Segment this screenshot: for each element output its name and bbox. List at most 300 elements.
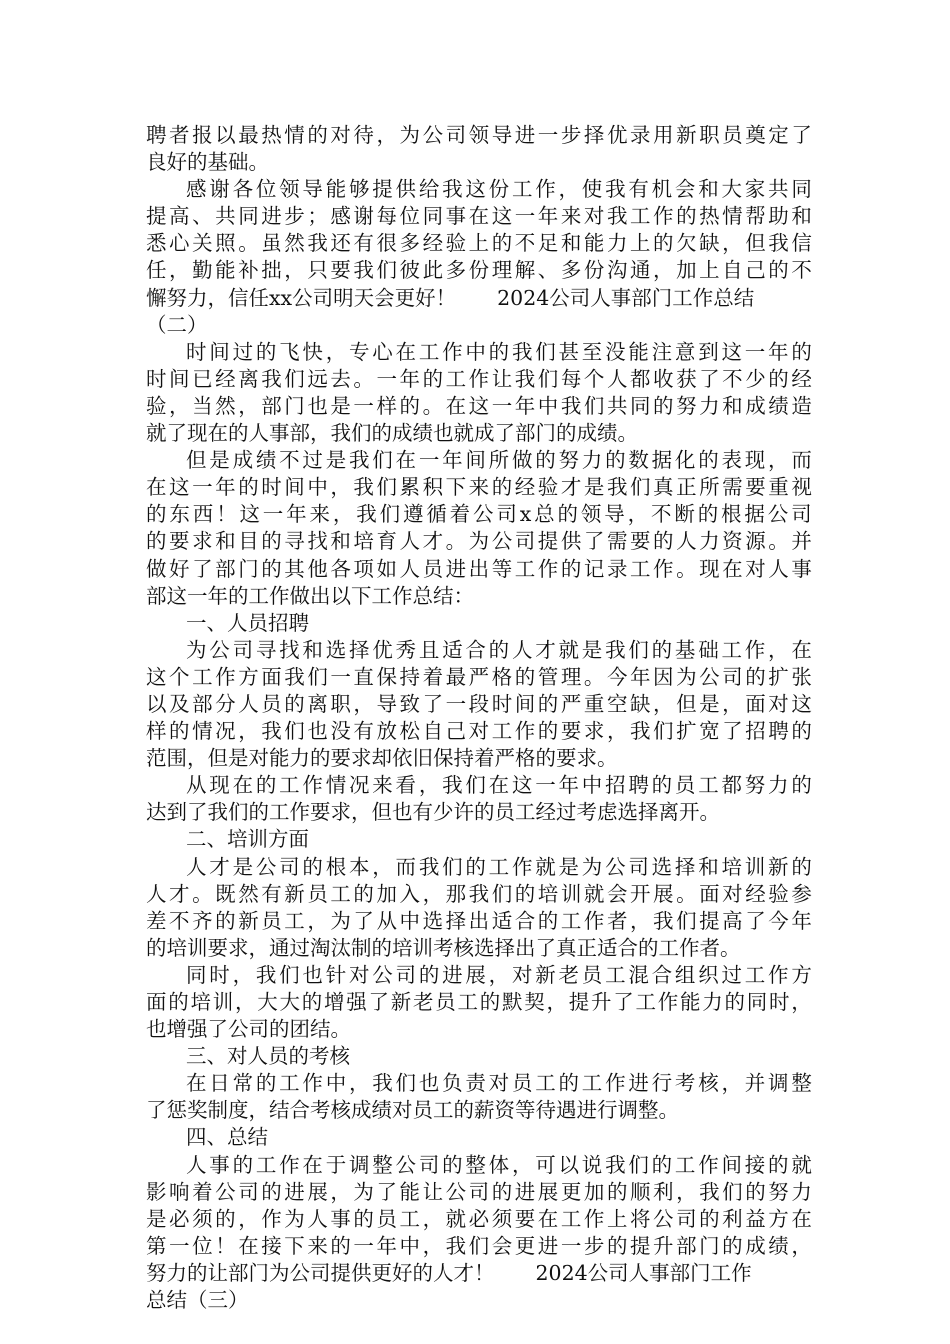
text-char: 各 <box>330 556 351 581</box>
text-char: 一 <box>262 502 284 527</box>
text-char: 训 <box>212 990 234 1014</box>
text-char: 导 <box>604 502 625 527</box>
text-char: 了 <box>368 990 389 1014</box>
text-char: 的 <box>491 231 513 256</box>
text-char: 一 <box>535 773 556 798</box>
text-char: 公 <box>605 854 626 879</box>
text-char: 了 <box>613 990 634 1014</box>
text-char: 参 <box>791 881 812 906</box>
text-char: 下 <box>445 475 467 500</box>
text-char: 作 <box>514 719 536 744</box>
text-char: 年 <box>791 908 812 933</box>
text-char: 训 <box>560 881 582 906</box>
text-char: 聘 <box>146 123 167 147</box>
text-char: 让 <box>491 366 513 391</box>
text-char: 拙 <box>261 258 282 283</box>
text-char: 为 <box>468 529 490 554</box>
text-char: 我 <box>606 475 628 500</box>
text-char: 对 <box>348 962 370 987</box>
text-char: 获 <box>676 366 697 391</box>
text-char: 够 <box>348 177 370 202</box>
text-char: 合 <box>465 637 486 662</box>
section-heading: 二、培训方面 <box>186 827 309 852</box>
text-char: 择 <box>583 123 605 147</box>
text-char: 人 <box>399 556 421 581</box>
text-char: 给 <box>418 177 440 202</box>
text-char: 的 <box>261 529 282 554</box>
text-char: 负 <box>442 1071 463 1096</box>
text-char: 提 <box>699 908 720 933</box>
text-char: 理 <box>491 258 513 283</box>
text-char: 的 <box>535 448 556 473</box>
text-char: 老 <box>558 962 579 987</box>
text-char: 中 <box>537 393 559 418</box>
text-char: 有 <box>261 881 282 906</box>
text-char: 照 <box>215 231 236 256</box>
text-line <box>146 854 812 881</box>
text-char: ， <box>791 990 812 1014</box>
text-char: 不 <box>279 448 300 473</box>
text-char: 我 <box>560 393 582 418</box>
text-char: 找 <box>279 637 300 662</box>
text-char: 管 <box>537 664 559 689</box>
text-char: 的 <box>238 475 259 500</box>
text-char: 多 <box>560 258 582 283</box>
text-char: 一 <box>353 1233 374 1258</box>
text-char: 不 <box>791 258 812 283</box>
text-char: 保 <box>376 664 397 689</box>
text-char: ， <box>653 691 674 716</box>
text-char: x <box>519 502 532 527</box>
text-char: 在 <box>488 773 510 798</box>
text-char: 的 <box>330 1233 351 1258</box>
text-char: 的 <box>791 339 812 364</box>
text-line <box>146 474 812 501</box>
text-char: 要 <box>745 475 766 500</box>
text-char: 间 <box>465 448 486 473</box>
text-char: 重 <box>583 691 605 716</box>
text-line <box>146 203 812 230</box>
text-char: 在 <box>791 637 812 662</box>
text-char: 司 <box>418 1152 440 1177</box>
text-char: 时 <box>209 962 230 987</box>
text-char: 的 <box>465 854 486 879</box>
text-char: 力 <box>699 529 720 554</box>
text-char: 为 <box>581 854 603 879</box>
text-char: 作 <box>768 962 789 987</box>
text-char: 持 <box>399 664 421 689</box>
text-char: ， <box>653 258 674 283</box>
text-char: 的 <box>146 529 167 554</box>
text-char: 面 <box>261 664 282 689</box>
text-char: 快 <box>302 339 323 364</box>
text-char: 我 <box>605 637 626 662</box>
text-char: 资 <box>722 529 743 554</box>
text-char: 公 <box>395 1152 417 1177</box>
text-char: 培 <box>190 990 211 1014</box>
text-line <box>146 691 812 718</box>
text-char: 据 <box>744 502 765 527</box>
text-char: ， <box>722 231 743 256</box>
text-char: 展 <box>537 1179 559 1204</box>
text-line <box>146 1233 812 1260</box>
text-char: 的 <box>768 1152 789 1177</box>
text-char: 人 <box>768 556 789 581</box>
text-char: 没 <box>330 719 351 744</box>
text-char: 的 <box>255 1071 277 1096</box>
text-char: 下 <box>284 1233 305 1258</box>
text-char: 需 <box>722 475 743 500</box>
text-char: 我 <box>445 1233 467 1258</box>
text-char: 没 <box>605 339 626 364</box>
text-char: 重 <box>768 475 789 500</box>
text-char: 直 <box>353 664 374 689</box>
text-char: 通 <box>629 258 651 283</box>
text-char: 看 <box>395 773 417 798</box>
text-char: 的 <box>232 1152 254 1177</box>
text-char: 们 <box>535 339 556 364</box>
text-char: 只 <box>307 258 328 283</box>
text-char: 事 <box>791 556 812 581</box>
text-char: 的 <box>560 556 582 581</box>
text-char: 。 <box>676 556 697 581</box>
text-char: 力 <box>606 231 628 256</box>
text-char: 年 <box>376 1233 397 1258</box>
text-char: 一 <box>330 664 351 689</box>
text-char: 工 <box>629 556 651 581</box>
text-char: 情 <box>722 204 743 229</box>
text-char: 况 <box>215 719 236 744</box>
text-line: 的培训要求，通过淘汰制的培训考核选择出了真正适合的工作者。 <box>146 935 741 960</box>
text-char: 在 <box>791 1206 812 1231</box>
text-char: 中 <box>399 908 421 933</box>
text-line: 努力的让部门为公司提供更好的人才！ 2024公司人事部门工作 <box>146 1260 752 1285</box>
text-char: 求 <box>583 719 605 744</box>
text-char: 核 <box>698 1071 719 1096</box>
text-char: 而 <box>791 448 812 473</box>
text-char: 格 <box>491 664 513 689</box>
text-char: 此 <box>422 258 444 283</box>
text-line <box>146 1206 812 1233</box>
text-char: 绩 <box>768 1233 789 1258</box>
text-char: ， <box>488 962 510 987</box>
text-char: 作 <box>653 204 674 229</box>
text-char: 招 <box>605 773 626 798</box>
text-char: 经 <box>215 366 236 391</box>
text-char: 。 <box>353 366 374 391</box>
text-char: 的 <box>491 1179 513 1204</box>
text-char: 司 <box>232 637 254 662</box>
text-char: 高 <box>169 204 190 229</box>
text-char: 现 <box>209 773 230 798</box>
text-char: ， <box>353 691 374 716</box>
text-char: 部 <box>192 691 213 716</box>
text-char: 真 <box>653 475 674 500</box>
text-char: 司 <box>445 123 467 147</box>
text-char: 对 <box>468 719 490 744</box>
text-char: 司 <box>238 1179 259 1204</box>
text-char: ， <box>238 393 259 418</box>
text-char: 我 <box>442 773 463 798</box>
text-char: 进 <box>261 204 282 229</box>
text-char: 合 <box>514 908 536 933</box>
text-char: 间 <box>284 475 305 500</box>
text-char: 我 <box>261 719 282 744</box>
text-char: 以 <box>558 1152 579 1177</box>
text-char: 这 <box>146 664 167 689</box>
text-char: 力 <box>699 393 720 418</box>
text-char: 解 <box>514 258 536 283</box>
text-char: 的 <box>606 1233 628 1258</box>
text-char: 视 <box>791 475 812 500</box>
text-char: 上 <box>629 231 651 256</box>
text-char: 优 <box>372 637 393 662</box>
text-line: 了惩奖制度，结合考核成绩对员工的薪资等待遇进行调整。 <box>146 1098 679 1123</box>
text-char: 使 <box>581 177 603 202</box>
text-char: 和 <box>698 854 719 879</box>
text-char: 都 <box>629 366 651 391</box>
text-line: 懈努力，信任xx公司明天会更好！ 2024公司人事部门工作总结 <box>146 285 755 310</box>
text-char: 齐 <box>192 908 213 933</box>
text-char: 门 <box>284 393 305 418</box>
text-char: 对 <box>745 556 766 581</box>
text-char: 的 <box>399 393 421 418</box>
text-char: 利 <box>653 1179 674 1204</box>
text-char: 在 <box>146 475 167 500</box>
text-char: 和 <box>791 204 812 229</box>
text-char: 用 <box>653 123 674 147</box>
text-char: 份 <box>583 258 605 283</box>
text-char: 择 <box>445 908 467 933</box>
text-char: 的 <box>791 719 812 744</box>
text-char: 收 <box>653 366 674 391</box>
text-char: 个 <box>583 366 605 391</box>
text-char: 人 <box>186 854 207 879</box>
text-char: 的 <box>651 773 673 798</box>
text-char: 择 <box>348 637 370 662</box>
text-char: 放 <box>376 719 397 744</box>
text-char: 验 <box>146 393 167 418</box>
text-char: 年 <box>215 475 236 500</box>
text-char: 间 <box>169 366 190 391</box>
text-char: 我 <box>284 664 305 689</box>
text-char: 需 <box>606 529 628 554</box>
text-char: 的 <box>651 1152 673 1177</box>
text-char: 我 <box>418 854 440 879</box>
text-char: 来 <box>307 1233 328 1258</box>
text-char: 加 <box>376 881 397 906</box>
text-char: 我 <box>307 231 328 256</box>
text-char: 的 <box>605 448 626 473</box>
text-line: 就了现在的人事部，我们的成绩也就成了部门的成绩。 <box>146 421 638 446</box>
text-char: 奠 <box>745 123 766 147</box>
text-line <box>146 230 812 257</box>
text-char: 也 <box>307 393 328 418</box>
text-char: 位 <box>255 177 277 202</box>
text-char: 张 <box>791 664 812 689</box>
text-char: 工 <box>744 962 766 987</box>
text-char: 们 <box>442 854 463 879</box>
text-char: 要 <box>560 719 582 744</box>
text-char: 数 <box>628 448 649 473</box>
text-char: 才 <box>535 637 556 662</box>
text-char: 进 <box>514 123 536 147</box>
text-char: 作 <box>698 1152 719 1177</box>
text-char: 新 <box>390 990 412 1014</box>
text-char: ， <box>422 1233 444 1258</box>
text-char: 并 <box>744 1071 766 1096</box>
text-char: 的 <box>307 123 328 147</box>
text-char: 年 <box>399 366 421 391</box>
text-char: 公 <box>209 637 230 662</box>
text-char: ， <box>238 1206 259 1231</box>
text-char: 者 <box>169 123 190 147</box>
text-char: 、 <box>192 204 213 229</box>
text-char: 作 <box>653 556 674 581</box>
text-char: 要 <box>514 1206 536 1231</box>
text-line <box>146 176 812 203</box>
text-char: 位 <box>399 204 421 229</box>
text-char: 的 <box>488 339 510 364</box>
text-char: 司 <box>676 1206 697 1231</box>
text-char: 顺 <box>629 1179 651 1204</box>
text-char: 、 <box>537 258 559 283</box>
text-char: 影 <box>146 1179 167 1204</box>
text-char: 步 <box>560 123 582 147</box>
text-line <box>146 637 812 664</box>
text-char: ， <box>376 123 397 147</box>
text-char: 让 <box>422 1179 444 1204</box>
text-char: 员 <box>376 1206 397 1231</box>
text-char: 员 <box>422 556 444 581</box>
text-char: 公 <box>653 1206 674 1231</box>
text-char: 工 <box>629 204 651 229</box>
text-char: 部 <box>261 393 282 418</box>
text-char: 我 <box>511 339 533 364</box>
text-char: 我 <box>653 908 674 933</box>
text-char: 我 <box>629 719 651 744</box>
text-char: 多 <box>399 231 421 256</box>
text-char: 及 <box>169 691 190 716</box>
text-char: 们 <box>395 1071 417 1096</box>
text-char: 们 <box>372 448 393 473</box>
text-char: 聘 <box>628 773 649 798</box>
text-char: 们 <box>491 881 513 906</box>
text-char: 同 <box>791 177 812 202</box>
text-char: 的 <box>558 1071 579 1096</box>
text-char: 有 <box>628 177 649 202</box>
text-char: 进 <box>628 1071 649 1096</box>
text-char: 的 <box>697 502 719 527</box>
text-char: ， <box>558 177 579 202</box>
text-char: 们 <box>307 664 328 689</box>
text-char: ， <box>284 258 305 283</box>
text-char: ， <box>768 448 789 473</box>
section-heading: 一、人员招聘 <box>186 610 309 635</box>
text-line <box>146 881 812 908</box>
text-char: 加 <box>676 258 697 283</box>
text-char: 位 <box>192 1233 213 1258</box>
text-char: 们 <box>279 962 300 987</box>
text-char: 作 <box>657 990 679 1014</box>
text-char: 说 <box>581 1152 603 1177</box>
text-char: 出 <box>468 908 490 933</box>
text-char: 们 <box>284 366 305 391</box>
text-char: 者 <box>606 908 628 933</box>
text-char: 调 <box>768 1071 789 1096</box>
text-char: 面 <box>699 881 720 906</box>
text-char: 去 <box>330 366 351 391</box>
text-char: 自 <box>422 719 444 744</box>
text-char: 东 <box>169 502 190 527</box>
text-char: 大 <box>721 177 742 202</box>
text-char: 为 <box>284 1206 305 1231</box>
text-char: 们 <box>284 719 305 744</box>
text-char: 导 <box>302 177 323 202</box>
text-char: ， <box>627 502 649 527</box>
text-line <box>146 528 812 555</box>
text-char: 目 <box>238 529 259 554</box>
text-char: 司 <box>496 502 517 527</box>
text-char: 职 <box>330 691 351 716</box>
text-char: 步 <box>583 1233 605 1258</box>
text-char: 很 <box>376 231 397 256</box>
text-char: 出 <box>468 556 490 581</box>
text-char: 宽 <box>699 719 720 744</box>
text-char: 今 <box>768 908 789 933</box>
text-char: 择 <box>674 854 696 879</box>
text-char: 年 <box>768 339 789 364</box>
text-char: 了 <box>192 556 213 581</box>
text-char: 作 <box>302 773 323 798</box>
text-char: 来 <box>468 475 490 500</box>
text-char: 的 <box>791 854 812 879</box>
text-char: 门 <box>238 556 259 581</box>
text-char: 方 <box>238 664 259 689</box>
text-char: 员 <box>511 1071 533 1096</box>
text-char: 事 <box>445 204 467 229</box>
text-char: 着 <box>192 1179 213 1204</box>
text-char: 入 <box>399 881 421 906</box>
text-char: 们 <box>583 393 605 418</box>
text-char: 空 <box>606 691 628 716</box>
text-char: ， <box>511 1152 533 1177</box>
text-char: 老 <box>413 990 434 1014</box>
text-char: ， <box>232 962 254 987</box>
text-char: 对 <box>722 881 743 906</box>
text-char: 的 <box>722 1233 743 1258</box>
text-char: 我 <box>372 1071 393 1096</box>
text-char: 工 <box>635 990 656 1014</box>
text-char: 上 <box>606 1206 628 1231</box>
text-char: 就 <box>791 1152 812 1177</box>
text-char: 导 <box>376 691 397 716</box>
text-char: 才 <box>209 854 230 879</box>
text-char: 的 <box>606 1179 628 1204</box>
text-char: 将 <box>629 1206 651 1231</box>
text-char: 找 <box>307 529 328 554</box>
text-char: 是 <box>330 393 351 418</box>
text-char: 心 <box>169 231 190 256</box>
text-char: 求 <box>192 529 213 554</box>
text-char: 对 <box>583 204 605 229</box>
text-char: 的 <box>261 1179 282 1204</box>
text-char: 他 <box>307 556 328 581</box>
text-char: 工 <box>399 1206 421 1231</box>
text-char: 以 <box>146 691 167 716</box>
text-char: 有 <box>353 231 374 256</box>
text-char: 等 <box>491 556 513 581</box>
